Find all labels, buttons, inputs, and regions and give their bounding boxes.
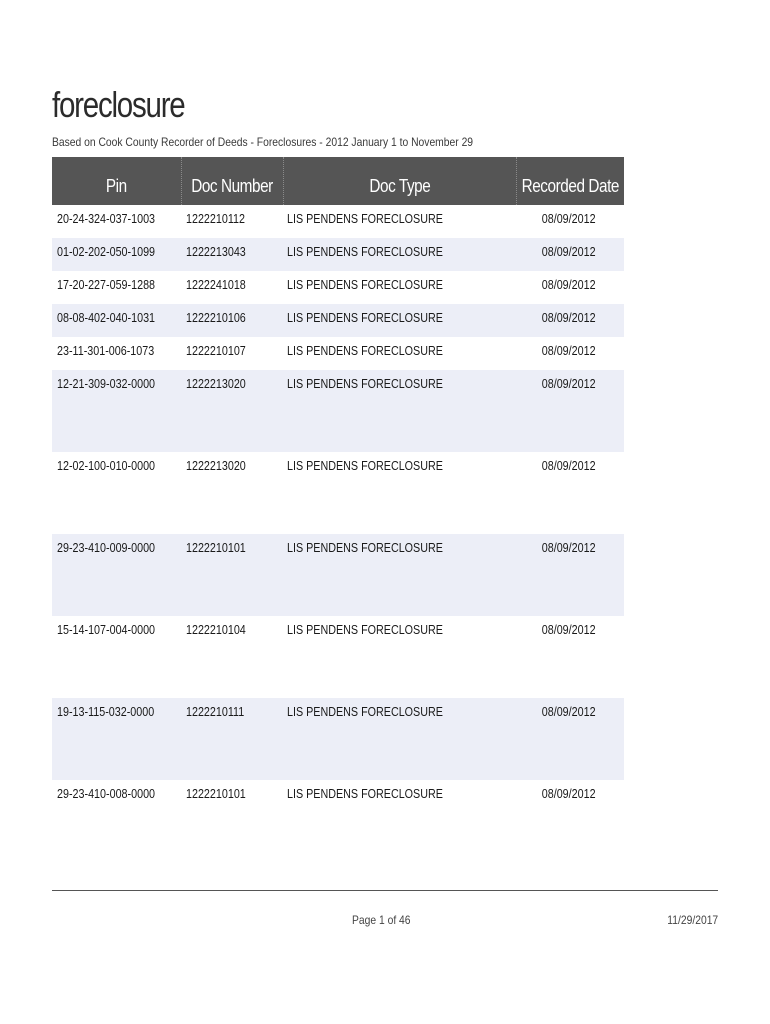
column-header-recorded-date: Recorded Date <box>521 175 620 196</box>
cell-doc-type: LIS PENDENS FORECLOSURE <box>287 787 443 801</box>
cell-pin: 15-14-107-004-0000 <box>57 623 156 637</box>
cell-doc-type: LIS PENDENS FORECLOSURE <box>287 344 443 358</box>
cell-pin: 08-08-402-040-1031 <box>57 311 156 325</box>
cell-pin: 29-23-410-008-0000 <box>57 787 156 801</box>
table-row <box>52 337 624 370</box>
cell-doc-type: LIS PENDENS FORECLOSURE <box>287 311 443 325</box>
cell-recorded-date: 08/09/2012 <box>542 705 596 719</box>
cell-recorded-date: 08/09/2012 <box>542 311 596 325</box>
cell-doc-number: 1222210112 <box>186 212 245 226</box>
cell-doc-type: LIS PENDENS FORECLOSURE <box>287 541 443 555</box>
cell-doc-type: LIS PENDENS FORECLOSURE <box>287 377 443 391</box>
cell-pin: 23-11-301-006-1073 <box>57 344 155 358</box>
cell-doc-number: 1222210106 <box>186 311 246 325</box>
cell-doc-number: 1222213020 <box>186 459 246 473</box>
cell-doc-type: LIS PENDENS FORECLOSURE <box>287 623 443 637</box>
cell-recorded-date: 08/09/2012 <box>542 344 596 358</box>
cell-pin: 20-24-324-037-1003 <box>57 212 156 226</box>
table-row <box>52 534 624 616</box>
table-row <box>52 698 624 780</box>
cell-pin: 12-02-100-010-0000 <box>57 459 156 473</box>
cell-recorded-date: 08/09/2012 <box>542 278 596 292</box>
cell-doc-type: LIS PENDENS FORECLOSURE <box>287 212 443 226</box>
cell-pin: 01-02-202-050-1099 <box>57 245 156 259</box>
cell-recorded-date: 08/09/2012 <box>542 541 596 555</box>
foreclosure-table <box>52 157 624 813</box>
table-row <box>52 205 624 238</box>
cell-doc-type: LIS PENDENS FORECLOSURE <box>287 245 443 259</box>
cell-doc-number: 1222210101 <box>186 787 246 801</box>
cell-doc-number: 1222210104 <box>186 623 246 637</box>
cell-doc-number: 1222210107 <box>186 344 246 358</box>
column-header-doc-type: Doc Type <box>284 157 517 205</box>
cell-doc-number: 1222241018 <box>186 278 246 292</box>
table-row <box>52 616 624 698</box>
column-header-pin: Pin <box>52 157 182 205</box>
cell-doc-type: LIS PENDENS FORECLOSURE <box>287 459 443 473</box>
cell-pin: 29-23-410-009-0000 <box>57 541 156 555</box>
cell-recorded-date: 08/09/2012 <box>542 377 596 391</box>
cell-doc-number: 1222210111 <box>186 705 245 719</box>
table-row <box>52 780 624 813</box>
page-number: Page 1 of 46 <box>352 913 411 927</box>
cell-pin: 17-20-227-059-1288 <box>57 278 156 292</box>
footer-divider <box>52 890 718 891</box>
column-header-doc-number: Doc Number <box>182 157 284 205</box>
table-header <box>52 157 624 205</box>
cell-doc-type: LIS PENDENS FORECLOSURE <box>287 705 443 719</box>
table-row <box>52 452 624 534</box>
cell-recorded-date: 08/09/2012 <box>542 212 596 226</box>
cell-recorded-date: 08/09/2012 <box>542 787 596 801</box>
cell-doc-number: 1222210101 <box>186 541 246 555</box>
cell-pin: 12-21-309-032-0000 <box>57 377 156 391</box>
cell-doc-type: LIS PENDENS FORECLOSURE <box>287 278 443 292</box>
cell-pin: 19-13-115-032-0000 <box>57 705 155 719</box>
cell-recorded-date: 08/09/2012 <box>542 245 596 259</box>
table-row <box>52 238 624 271</box>
report-title: foreclosure <box>52 84 185 125</box>
table-row <box>52 271 624 304</box>
cell-recorded-date: 08/09/2012 <box>542 623 596 637</box>
table-row <box>52 370 624 452</box>
cell-doc-number: 1222213043 <box>186 245 246 259</box>
cell-recorded-date: 08/09/2012 <box>542 459 596 473</box>
report-subtitle: Based on Cook County Recorder of Deeds - Foreclosures - 2012 January 1 to November 29 <box>52 135 474 149</box>
table-row <box>52 304 624 337</box>
cell-doc-number: 1222213020 <box>186 377 246 391</box>
print-date: 11/29/2017 <box>667 913 718 927</box>
